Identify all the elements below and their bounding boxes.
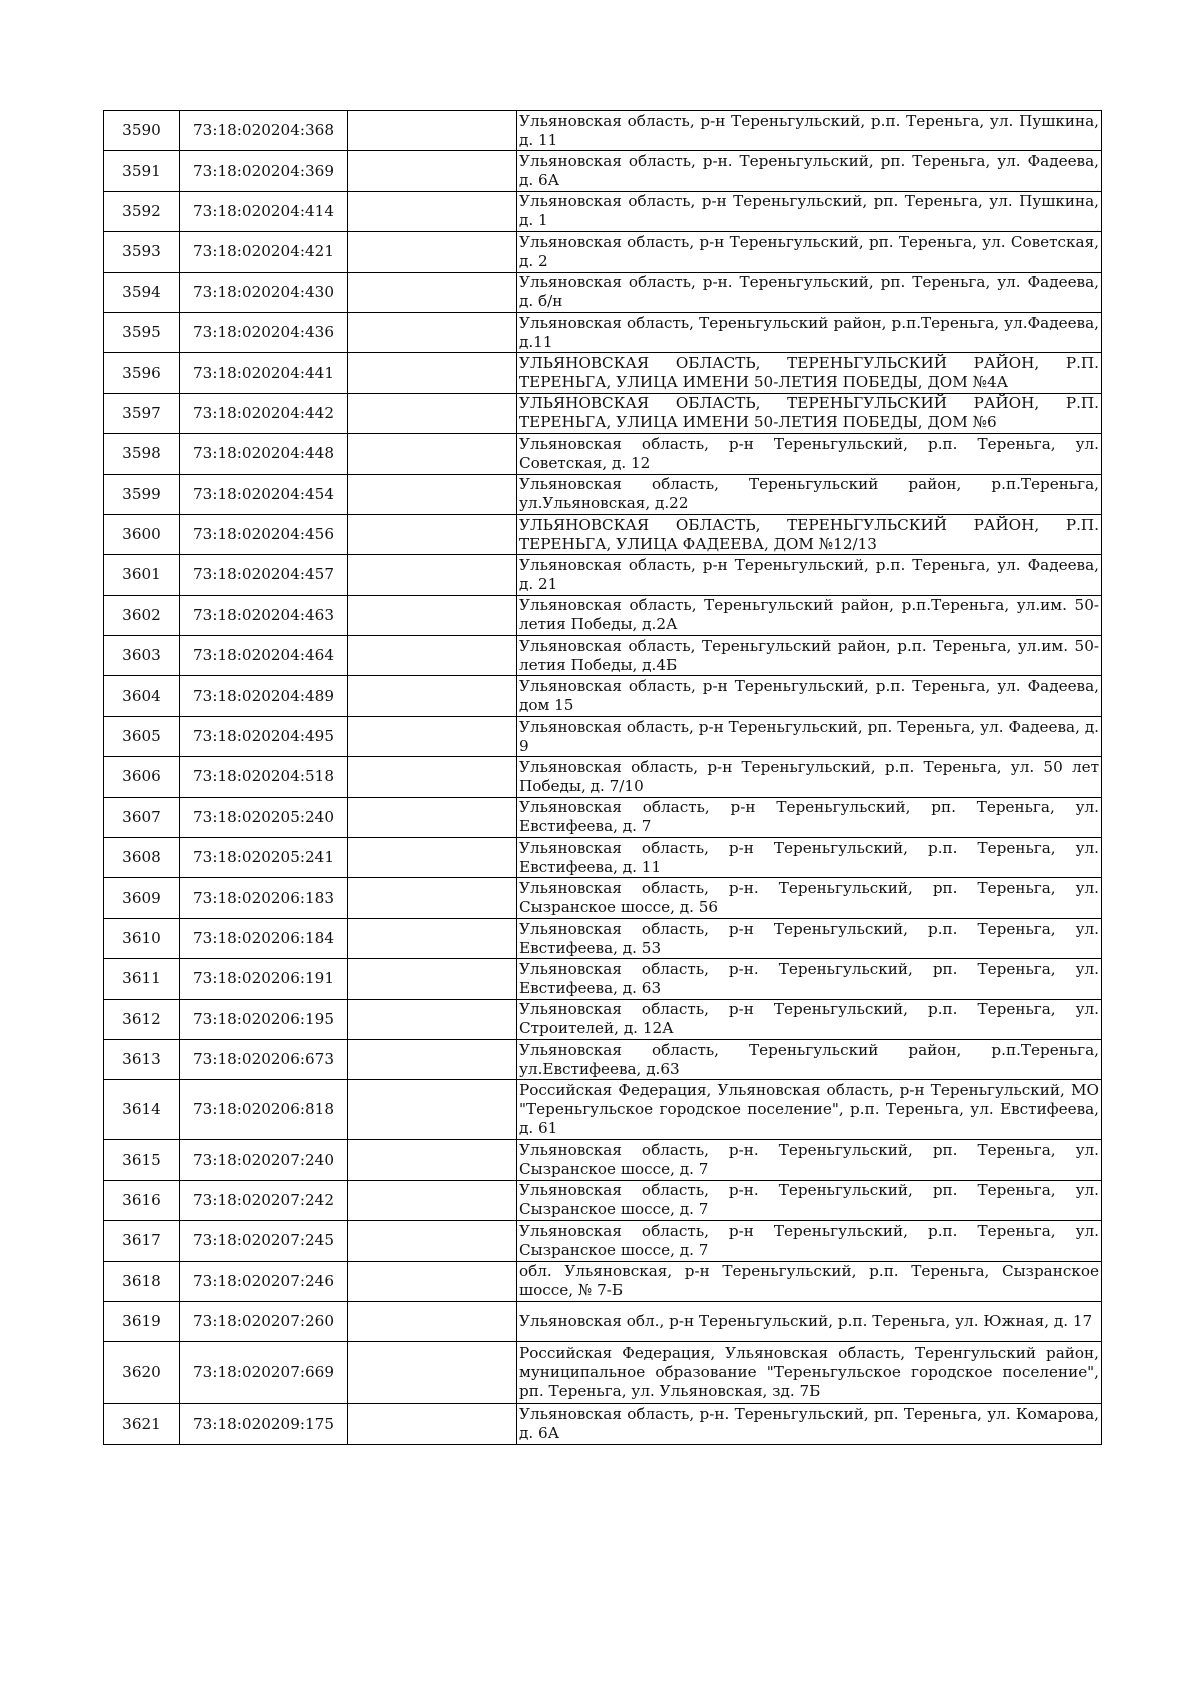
row-number-cell: 3590 <box>104 111 180 151</box>
address-cell: Российская Федерация, Ульяновская область, р-н Тереньгульский, МО "Тереньгульское городское поселение", р.п. Тереньга, ул. Евстифеева, д. 61 <box>517 1080 1102 1140</box>
table-row <box>104 1140 1102 1180</box>
empty-cell <box>348 757 517 797</box>
table-row <box>104 474 1102 514</box>
row-number-cell: 3606 <box>104 757 180 797</box>
empty-cell <box>348 959 517 999</box>
empty-cell <box>348 1140 517 1180</box>
row-number-cell: 3615 <box>104 1140 180 1180</box>
row-number-cell: 3613 <box>104 1039 180 1079</box>
address-cell: Ульяновская область, р-н. Тереньгульский, рп. Тереньга, ул. Сызранское шоссе, д. 7 <box>517 1180 1102 1220</box>
empty-cell <box>348 353 517 393</box>
table-row <box>104 757 1102 797</box>
address-cell: Ульяновская область, р-н. Тереньгульский, рп. Тереньга, ул. Сызранское шоссе, д. 56 <box>517 878 1102 918</box>
address-cell: Ульяновская область, р-н Тереньгульский, р.п. Тереньга, ул. Евстифеева, д. 11 <box>517 838 1102 878</box>
cadastral-number-cell: 73:18:020204:456 <box>180 514 348 554</box>
table-row <box>104 1080 1102 1140</box>
row-number-cell: 3617 <box>104 1221 180 1261</box>
address-cell: Ульяновская область, р-н Тереньгульский, рп. Тереньга, ул. Фадеева, д. 9 <box>517 716 1102 756</box>
cadastral-number-cell: 73:18:020209:175 <box>180 1404 348 1444</box>
address-cell: Ульяновская область, р-н Тереньгульский, р.п. Тереньга, ул. Сызранское шоссе, д. 7 <box>517 1221 1102 1261</box>
row-number-cell: 3608 <box>104 838 180 878</box>
row-number-cell: 3591 <box>104 151 180 191</box>
row-number-cell: 3619 <box>104 1301 180 1341</box>
row-number-cell: 3598 <box>104 434 180 474</box>
table-row <box>104 1180 1102 1220</box>
table-row <box>104 999 1102 1039</box>
empty-cell <box>348 1080 517 1140</box>
cadastral-number-cell: 73:18:020204:457 <box>180 555 348 595</box>
cadastral-number-cell: 73:18:020204:518 <box>180 757 348 797</box>
address-cell: Ульяновская область, р-н Тереньгульский, р.п. Тереньга, ул. 50 лет Победы, д. 7/10 <box>517 757 1102 797</box>
row-number-cell: 3604 <box>104 676 180 716</box>
empty-cell <box>348 1039 517 1079</box>
table-row <box>104 1404 1102 1444</box>
row-number-cell: 3611 <box>104 959 180 999</box>
empty-cell <box>348 232 517 272</box>
address-cell: Ульяновская область, Тереньгульский район, р.п. Тереньга, ул.им. 50-летия Победы, д.4Б <box>517 636 1102 676</box>
address-cell: Ульяновская обл., р-н Тереньгульский, р.п. Тереньга, ул. Южная, д. 17 <box>517 1301 1102 1341</box>
address-cell: Ульяновская область, р-н. Тереньгульский, рп. Тереньга, ул. Сызранское шоссе, д. 7 <box>517 1140 1102 1180</box>
cadastral-number-cell: 73:18:020207:240 <box>180 1140 348 1180</box>
address-cell: Ульяновская область, р-н Тереньгульский, р.п. Тереньга, ул. Фадеева, дом 15 <box>517 676 1102 716</box>
table-row <box>104 434 1102 474</box>
cadastral-number-cell: 73:18:020206:818 <box>180 1080 348 1140</box>
table-row <box>104 918 1102 958</box>
cadastral-number-cell: 73:18:020204:454 <box>180 474 348 514</box>
cadastral-number-cell: 73:18:020204:463 <box>180 595 348 635</box>
cadastral-number-cell: 73:18:020204:441 <box>180 353 348 393</box>
table-row <box>104 232 1102 272</box>
empty-cell <box>348 434 517 474</box>
cadastral-number-cell: 73:18:020205:240 <box>180 797 348 837</box>
table-row <box>104 1301 1102 1341</box>
table-row <box>104 636 1102 676</box>
empty-cell <box>348 838 517 878</box>
row-number-cell: 3618 <box>104 1261 180 1301</box>
row-number-cell: 3593 <box>104 232 180 272</box>
empty-cell <box>348 1221 517 1261</box>
table-row <box>104 1342 1102 1404</box>
table-row <box>104 1261 1102 1301</box>
empty-cell <box>348 676 517 716</box>
cadastral-number-cell: 73:18:020204:368 <box>180 111 348 151</box>
empty-cell <box>348 1261 517 1301</box>
empty-cell <box>348 999 517 1039</box>
table-row <box>104 272 1102 312</box>
row-number-cell: 3603 <box>104 636 180 676</box>
address-cell: Ульяновская область, р-н. Тереньгульский, рп. Тереньга, ул. Фадеева, д. 6А <box>517 151 1102 191</box>
empty-cell <box>348 1404 517 1444</box>
empty-cell <box>348 393 517 433</box>
cadastral-number-cell: 73:18:020206:673 <box>180 1039 348 1079</box>
empty-cell <box>348 151 517 191</box>
row-number-cell: 3607 <box>104 797 180 837</box>
address-cell: Ульяновская область, р-н Тереньгульский, рп. Тереньга, ул. Советская, д. 2 <box>517 232 1102 272</box>
empty-cell <box>348 191 517 231</box>
table-row <box>104 676 1102 716</box>
address-cell: обл. Ульяновская, р-н Тереньгульский, р.п. Тереньга, Сызранское шоссе, № 7-Б <box>517 1261 1102 1301</box>
row-number-cell: 3614 <box>104 1080 180 1140</box>
row-number-cell: 3601 <box>104 555 180 595</box>
table-row <box>104 716 1102 756</box>
registry-table-body <box>104 111 1102 1445</box>
address-cell: Ульяновская область, Тереньгульский район, р.п.Тереньга, ул.Ульяновская, д.22 <box>517 474 1102 514</box>
address-cell: Ульяновская область, Тереньгульский район, р.п.Тереньга, ул.Евстифеева, д.63 <box>517 1039 1102 1079</box>
cadastral-number-cell: 73:18:020207:246 <box>180 1261 348 1301</box>
address-cell: Ульяновская область, Тереньгульский район, р.п.Тереньга, ул.им. 50-летия Победы, д.2А <box>517 595 1102 635</box>
address-cell: Ульяновская область, р-н Тереньгульский, рп. Тереньга, ул. Евстифеева, д. 7 <box>517 797 1102 837</box>
empty-cell <box>348 312 517 352</box>
cadastral-number-cell: 73:18:020206:183 <box>180 878 348 918</box>
table-row <box>104 878 1102 918</box>
row-number-cell: 3621 <box>104 1404 180 1444</box>
empty-cell <box>348 595 517 635</box>
row-number-cell: 3616 <box>104 1180 180 1220</box>
address-cell: Ульяновская область, р-н. Тереньгульский, рп. Тереньга, ул. Комарова, д. 6А <box>517 1404 1102 1444</box>
table-row <box>104 797 1102 837</box>
empty-cell <box>348 111 517 151</box>
empty-cell <box>348 555 517 595</box>
table-row <box>104 959 1102 999</box>
empty-cell <box>348 918 517 958</box>
empty-cell <box>348 474 517 514</box>
cadastral-number-cell: 73:18:020204:464 <box>180 636 348 676</box>
cadastral-number-cell: 73:18:020207:242 <box>180 1180 348 1220</box>
address-cell: УЛЬЯНОВСКАЯ ОБЛАСТЬ, ТЕРЕНЬГУЛЬСКИЙ РАЙОН, Р.П. ТЕРЕНЬГА, УЛИЦА ИМЕНИ 50-ЛЕТИЯ ПОБЕДЫ, ДОМ №6 <box>517 393 1102 433</box>
cadastral-number-cell: 73:18:020207:260 <box>180 1301 348 1341</box>
row-number-cell: 3600 <box>104 514 180 554</box>
cadastral-number-cell: 73:18:020204:442 <box>180 393 348 433</box>
row-number-cell: 3620 <box>104 1342 180 1404</box>
table-row <box>104 151 1102 191</box>
row-number-cell: 3609 <box>104 878 180 918</box>
empty-cell <box>348 797 517 837</box>
cadastral-number-cell: 73:18:020204:448 <box>180 434 348 474</box>
cadastral-number-cell: 73:18:020204:489 <box>180 676 348 716</box>
address-cell: УЛЬЯНОВСКАЯ ОБЛАСТЬ, ТЕРЕНЬГУЛЬСКИЙ РАЙОН, Р.П. ТЕРЕНЬГА, УЛИЦА ИМЕНИ 50-ЛЕТИЯ ПОБЕДЫ, ДОМ №4А <box>517 353 1102 393</box>
cadastral-number-cell: 73:18:020207:669 <box>180 1342 348 1404</box>
empty-cell <box>348 1301 517 1341</box>
address-cell: Ульяновская область, Тереньгульский район, р.п.Тереньга, ул.Фадеева, д.11 <box>517 312 1102 352</box>
empty-cell <box>348 636 517 676</box>
empty-cell <box>348 514 517 554</box>
row-number-cell: 3610 <box>104 918 180 958</box>
row-number-cell: 3612 <box>104 999 180 1039</box>
cadastral-number-cell: 73:18:020206:195 <box>180 999 348 1039</box>
cadastral-number-cell: 73:18:020204:436 <box>180 312 348 352</box>
empty-cell <box>348 878 517 918</box>
table-row <box>104 191 1102 231</box>
cadastral-number-cell: 73:18:020206:191 <box>180 959 348 999</box>
address-cell: Ульяновская область, р-н Тереньгульский, р.п. Тереньга, ул. Советская, д. 12 <box>517 434 1102 474</box>
table-row <box>104 353 1102 393</box>
address-cell: УЛЬЯНОВСКАЯ ОБЛАСТЬ, ТЕРЕНЬГУЛЬСКИЙ РАЙОН, Р.П. ТЕРЕНЬГА, УЛИЦА ФАДЕЕВА, ДОМ №12/13 <box>517 514 1102 554</box>
cadastral-number-cell: 73:18:020204:495 <box>180 716 348 756</box>
address-cell: Ульяновская область, р-н. Тереньгульский, рп. Тереньга, ул. Фадеева, д. б/н <box>517 272 1102 312</box>
cadastral-number-cell: 73:18:020204:421 <box>180 232 348 272</box>
row-number-cell: 3599 <box>104 474 180 514</box>
table-row <box>104 1039 1102 1079</box>
address-cell: Ульяновская область, р-н Тереньгульский, р.п. Тереньга, ул. Строителей, д. 12А <box>517 999 1102 1039</box>
address-cell: Российская Федерация, Ульяновская область, Теренгульский район, муниципальное образование "Тереньгульское городское поселение", рп. Тереньга, ул. Ульяновская, зд. 7Б <box>517 1342 1102 1404</box>
row-number-cell: 3605 <box>104 716 180 756</box>
row-number-cell: 3596 <box>104 353 180 393</box>
cadastral-number-cell: 73:18:020207:245 <box>180 1221 348 1261</box>
address-cell: Ульяновская область, р-н Тереньгульский, р.п. Тереньга, ул. Фадеева, д. 21 <box>517 555 1102 595</box>
row-number-cell: 3594 <box>104 272 180 312</box>
cadastral-number-cell: 73:18:020205:241 <box>180 838 348 878</box>
row-number-cell: 3597 <box>104 393 180 433</box>
cadastral-number-cell: 73:18:020204:369 <box>180 151 348 191</box>
cadastral-number-cell: 73:18:020204:414 <box>180 191 348 231</box>
cadastral-number-cell: 73:18:020206:184 <box>180 918 348 958</box>
registry-table <box>103 110 1102 1445</box>
empty-cell <box>348 1342 517 1404</box>
row-number-cell: 3592 <box>104 191 180 231</box>
empty-cell <box>348 716 517 756</box>
row-number-cell: 3595 <box>104 312 180 352</box>
table-row <box>104 514 1102 554</box>
address-cell: Ульяновская область, р-н Тереньгульский, р.п. Тереньга, ул. Евстифеева, д. 53 <box>517 918 1102 958</box>
table-row <box>104 312 1102 352</box>
address-cell: Ульяновская область, р-н Тереньгульский, р.п. Тереньга, ул. Пушкина, д. 11 <box>517 111 1102 151</box>
empty-cell <box>348 1180 517 1220</box>
table-row <box>104 111 1102 151</box>
table-row <box>104 838 1102 878</box>
table-row <box>104 555 1102 595</box>
table-row <box>104 595 1102 635</box>
table-row <box>104 393 1102 433</box>
table-row <box>104 1221 1102 1261</box>
row-number-cell: 3602 <box>104 595 180 635</box>
empty-cell <box>348 272 517 312</box>
address-cell: Ульяновская область, р-н Тереньгульский, рп. Тереньга, ул. Пушкина, д. 1 <box>517 191 1102 231</box>
address-cell: Ульяновская область, р-н. Тереньгульский, рп. Тереньга, ул. Евстифеева, д. 63 <box>517 959 1102 999</box>
cadastral-number-cell: 73:18:020204:430 <box>180 272 348 312</box>
